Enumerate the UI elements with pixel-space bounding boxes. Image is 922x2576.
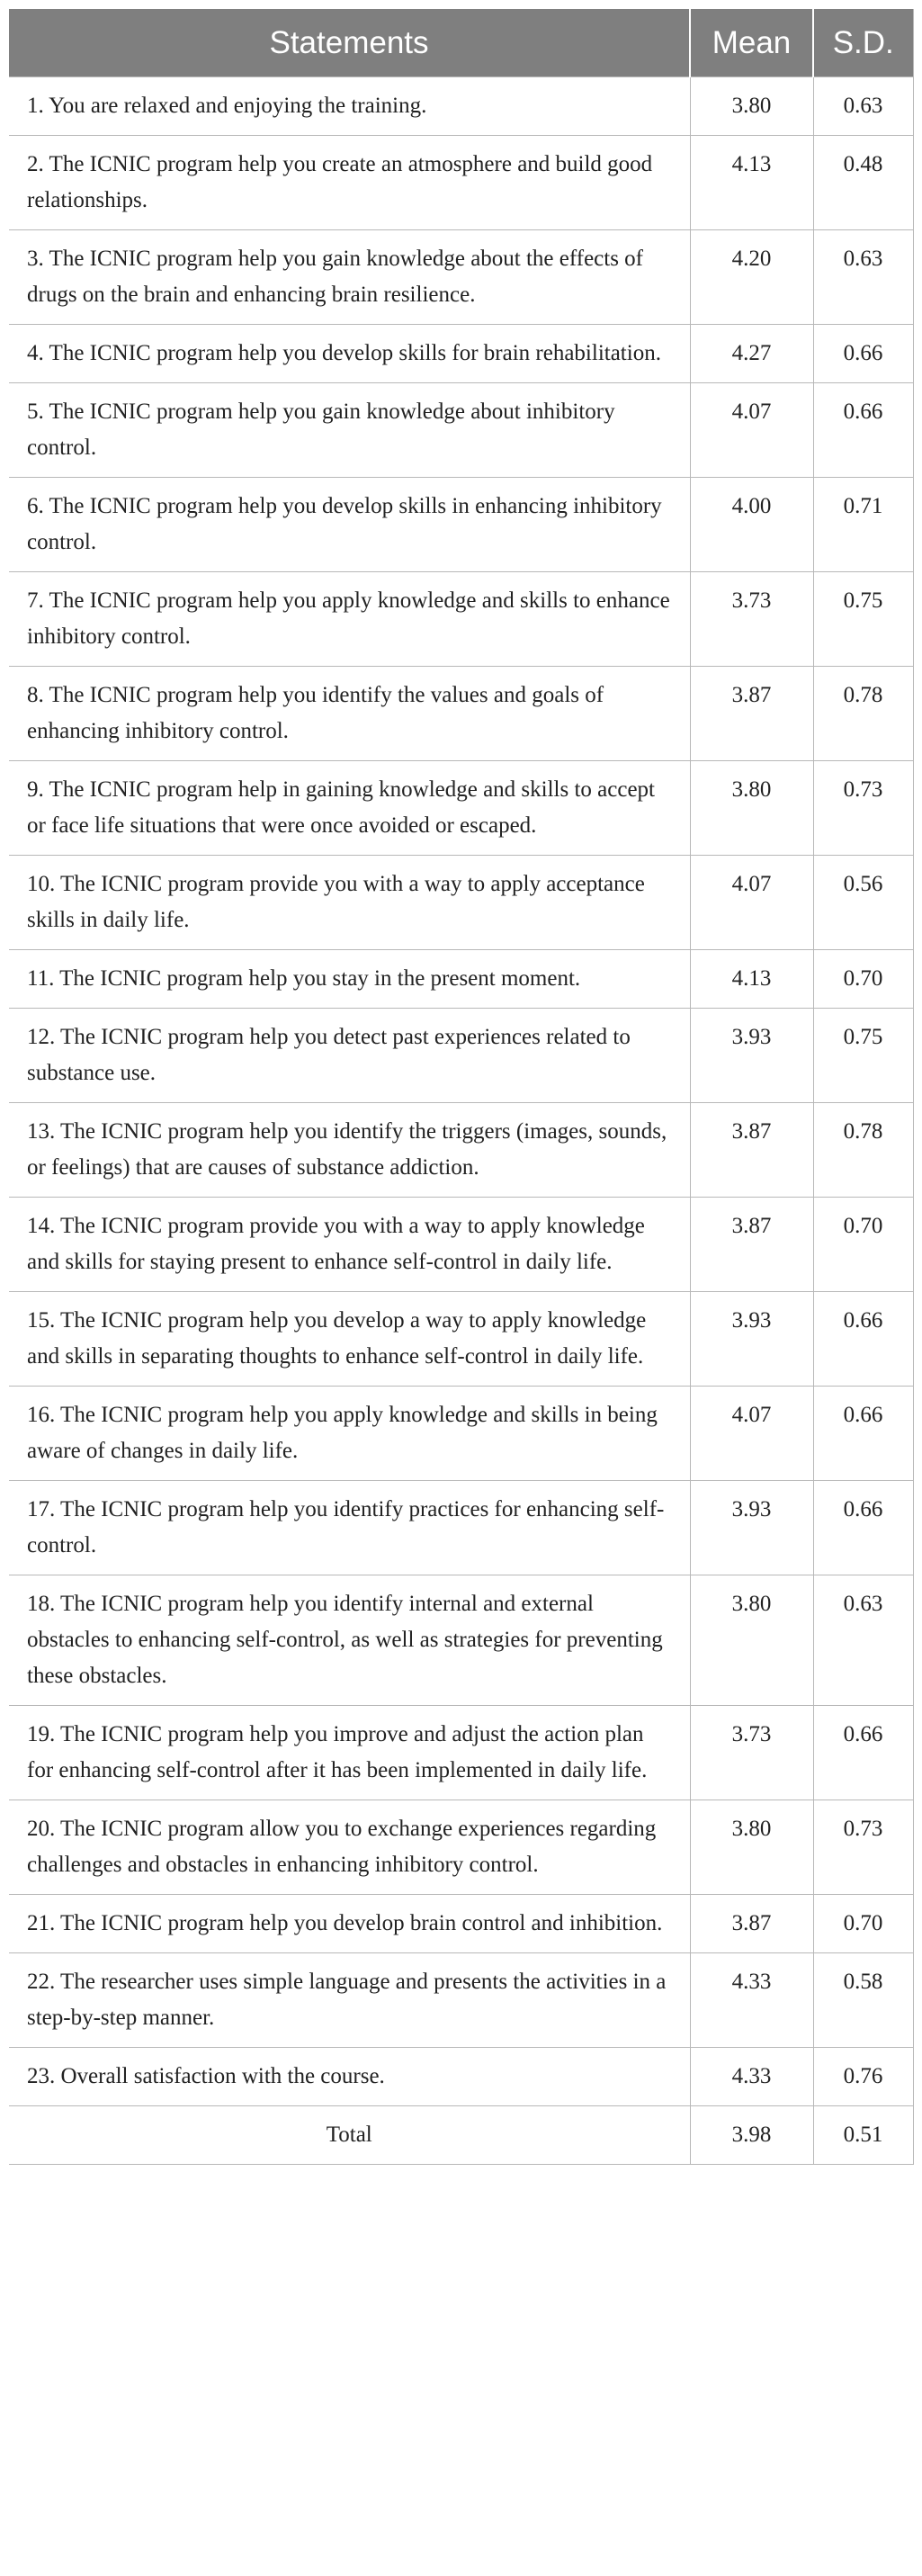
mean-cell: 3.87	[690, 1103, 813, 1198]
table-row	[9, 77, 913, 136]
sd-cell: 0.63	[813, 230, 913, 325]
mean-cell: 3.73	[690, 1706, 813, 1800]
table-row	[9, 1953, 913, 2048]
mean-cell: 4.27	[690, 325, 813, 383]
table-row	[9, 1387, 913, 1481]
statement-cell: 15. The ICNIC program help you develop a way to apply knowledge and skills in separating thoughts to enhance self-control in daily life.	[9, 1292, 690, 1387]
statement-cell: 10. The ICNIC program provide you with a way to apply acceptance skills in daily life.	[9, 856, 690, 950]
mean-cell: 4.33	[690, 1953, 813, 2048]
sd-cell: 0.63	[813, 1575, 913, 1706]
statement-cell: 14. The ICNIC program provide you with a way to apply knowledge and skills for staying present to enhance self-control in daily life.	[9, 1198, 690, 1292]
total-mean: 3.98	[690, 2106, 813, 2165]
sd-cell: 0.78	[813, 1103, 913, 1198]
sd-cell: 0.48	[813, 136, 913, 230]
statement-cell: 19. The ICNIC program help you improve and adjust the action plan for enhancing self-control after it has been implemented in daily life.	[9, 1706, 690, 1800]
statement-cell: 13. The ICNIC program help you identify the triggers (images, sounds, or feelings) that are causes of substance addiction.	[9, 1103, 690, 1198]
mean-cell: 4.13	[690, 136, 813, 230]
mean-cell: 4.00	[690, 478, 813, 572]
sd-cell: 0.76	[813, 2048, 913, 2106]
header-statements: Statements	[9, 9, 690, 77]
statement-cell: 16. The ICNIC program help you apply knowledge and skills in being aware of changes in daily life.	[9, 1387, 690, 1481]
statement-cell: 6. The ICNIC program help you develop skills in enhancing inhibitory control.	[9, 478, 690, 572]
total-row	[9, 2106, 913, 2165]
sd-cell: 0.66	[813, 383, 913, 478]
header-mean: Mean	[690, 9, 813, 77]
statement-cell: 18. The ICNIC program help you identify internal and external obstacles to enhancing self-control, as well as strategies for preventing these obstacles.	[9, 1575, 690, 1706]
satisfaction-table-container	[9, 9, 913, 2165]
statement-cell: 1. You are relaxed and enjoying the training.	[9, 77, 690, 136]
table-row	[9, 2048, 913, 2106]
table-row	[9, 325, 913, 383]
table-row	[9, 1009, 913, 1103]
mean-cell: 3.80	[690, 77, 813, 136]
total-label: Total	[9, 2106, 690, 2165]
sd-cell: 0.73	[813, 761, 913, 856]
mean-cell: 3.80	[690, 1575, 813, 1706]
mean-cell: 3.80	[690, 761, 813, 856]
table-row	[9, 1706, 913, 1800]
statement-cell: 11. The ICNIC program help you stay in the present moment.	[9, 950, 690, 1009]
table-row	[9, 1575, 913, 1706]
statement-cell: 2. The ICNIC program help you create an atmosphere and build good relationships.	[9, 136, 690, 230]
table-row	[9, 572, 913, 667]
table-row	[9, 856, 913, 950]
sd-cell: 0.66	[813, 1292, 913, 1387]
table-row	[9, 1895, 913, 1953]
statement-cell: 3. The ICNIC program help you gain knowledge about the effects of drugs on the brain and enhancing brain resilience.	[9, 230, 690, 325]
sd-cell: 0.70	[813, 1895, 913, 1953]
table-row	[9, 136, 913, 230]
sd-cell: 0.75	[813, 572, 913, 667]
table-row	[9, 1103, 913, 1198]
mean-cell: 4.20	[690, 230, 813, 325]
satisfaction-table	[9, 9, 914, 2165]
statement-cell: 12. The ICNIC program help you detect past experiences related to substance use.	[9, 1009, 690, 1103]
sd-cell: 0.66	[813, 1481, 913, 1575]
sd-cell: 0.75	[813, 1009, 913, 1103]
mean-cell: 3.93	[690, 1292, 813, 1387]
mean-cell: 4.13	[690, 950, 813, 1009]
mean-cell: 4.07	[690, 1387, 813, 1481]
sd-cell: 0.71	[813, 478, 913, 572]
mean-cell: 3.87	[690, 1198, 813, 1292]
statement-cell: 8. The ICNIC program help you identify the values and goals of enhancing inhibitory control.	[9, 667, 690, 761]
table-row	[9, 667, 913, 761]
table-row	[9, 478, 913, 572]
table-row	[9, 1481, 913, 1575]
statement-cell: 5. The ICNIC program help you gain knowledge about inhibitory control.	[9, 383, 690, 478]
table-row	[9, 1800, 913, 1895]
mean-cell: 3.93	[690, 1009, 813, 1103]
sd-cell: 0.70	[813, 950, 913, 1009]
sd-cell: 0.58	[813, 1953, 913, 2048]
mean-cell: 3.73	[690, 572, 813, 667]
statement-cell: 17. The ICNIC program help you identify practices for enhancing self-control.	[9, 1481, 690, 1575]
sd-cell: 0.70	[813, 1198, 913, 1292]
mean-cell: 3.93	[690, 1481, 813, 1575]
statement-cell: 23. Overall satisfaction with the course.	[9, 2048, 690, 2106]
table-row	[9, 383, 913, 478]
sd-cell: 0.66	[813, 1706, 913, 1800]
table-row	[9, 950, 913, 1009]
total-sd: 0.51	[813, 2106, 913, 2165]
statement-cell: 22. The researcher uses simple language and presents the activities in a step-by-step manner.	[9, 1953, 690, 2048]
table-row	[9, 1292, 913, 1387]
statement-cell: 21. The ICNIC program help you develop brain control and inhibition.	[9, 1895, 690, 1953]
header-sd: S.D.	[813, 9, 913, 77]
table-header-row	[9, 9, 913, 77]
sd-cell: 0.78	[813, 667, 913, 761]
table-row	[9, 1198, 913, 1292]
sd-cell: 0.66	[813, 1387, 913, 1481]
statement-cell: 7. The ICNIC program help you apply knowledge and skills to enhance inhibitory control.	[9, 572, 690, 667]
table-row	[9, 761, 913, 856]
sd-cell: 0.56	[813, 856, 913, 950]
sd-cell: 0.66	[813, 325, 913, 383]
sd-cell: 0.73	[813, 1800, 913, 1895]
mean-cell: 4.07	[690, 383, 813, 478]
statement-cell: 4. The ICNIC program help you develop skills for brain rehabilitation.	[9, 325, 690, 383]
mean-cell: 3.87	[690, 667, 813, 761]
mean-cell: 3.80	[690, 1800, 813, 1895]
statement-cell: 9. The ICNIC program help in gaining knowledge and skills to accept or face life situations that were once avoided or escaped.	[9, 761, 690, 856]
sd-cell: 0.63	[813, 77, 913, 136]
statement-cell: 20. The ICNIC program allow you to exchange experiences regarding challenges and obstacles in enhancing inhibitory control.	[9, 1800, 690, 1895]
mean-cell: 4.33	[690, 2048, 813, 2106]
mean-cell: 3.87	[690, 1895, 813, 1953]
table-row	[9, 230, 913, 325]
mean-cell: 4.07	[690, 856, 813, 950]
